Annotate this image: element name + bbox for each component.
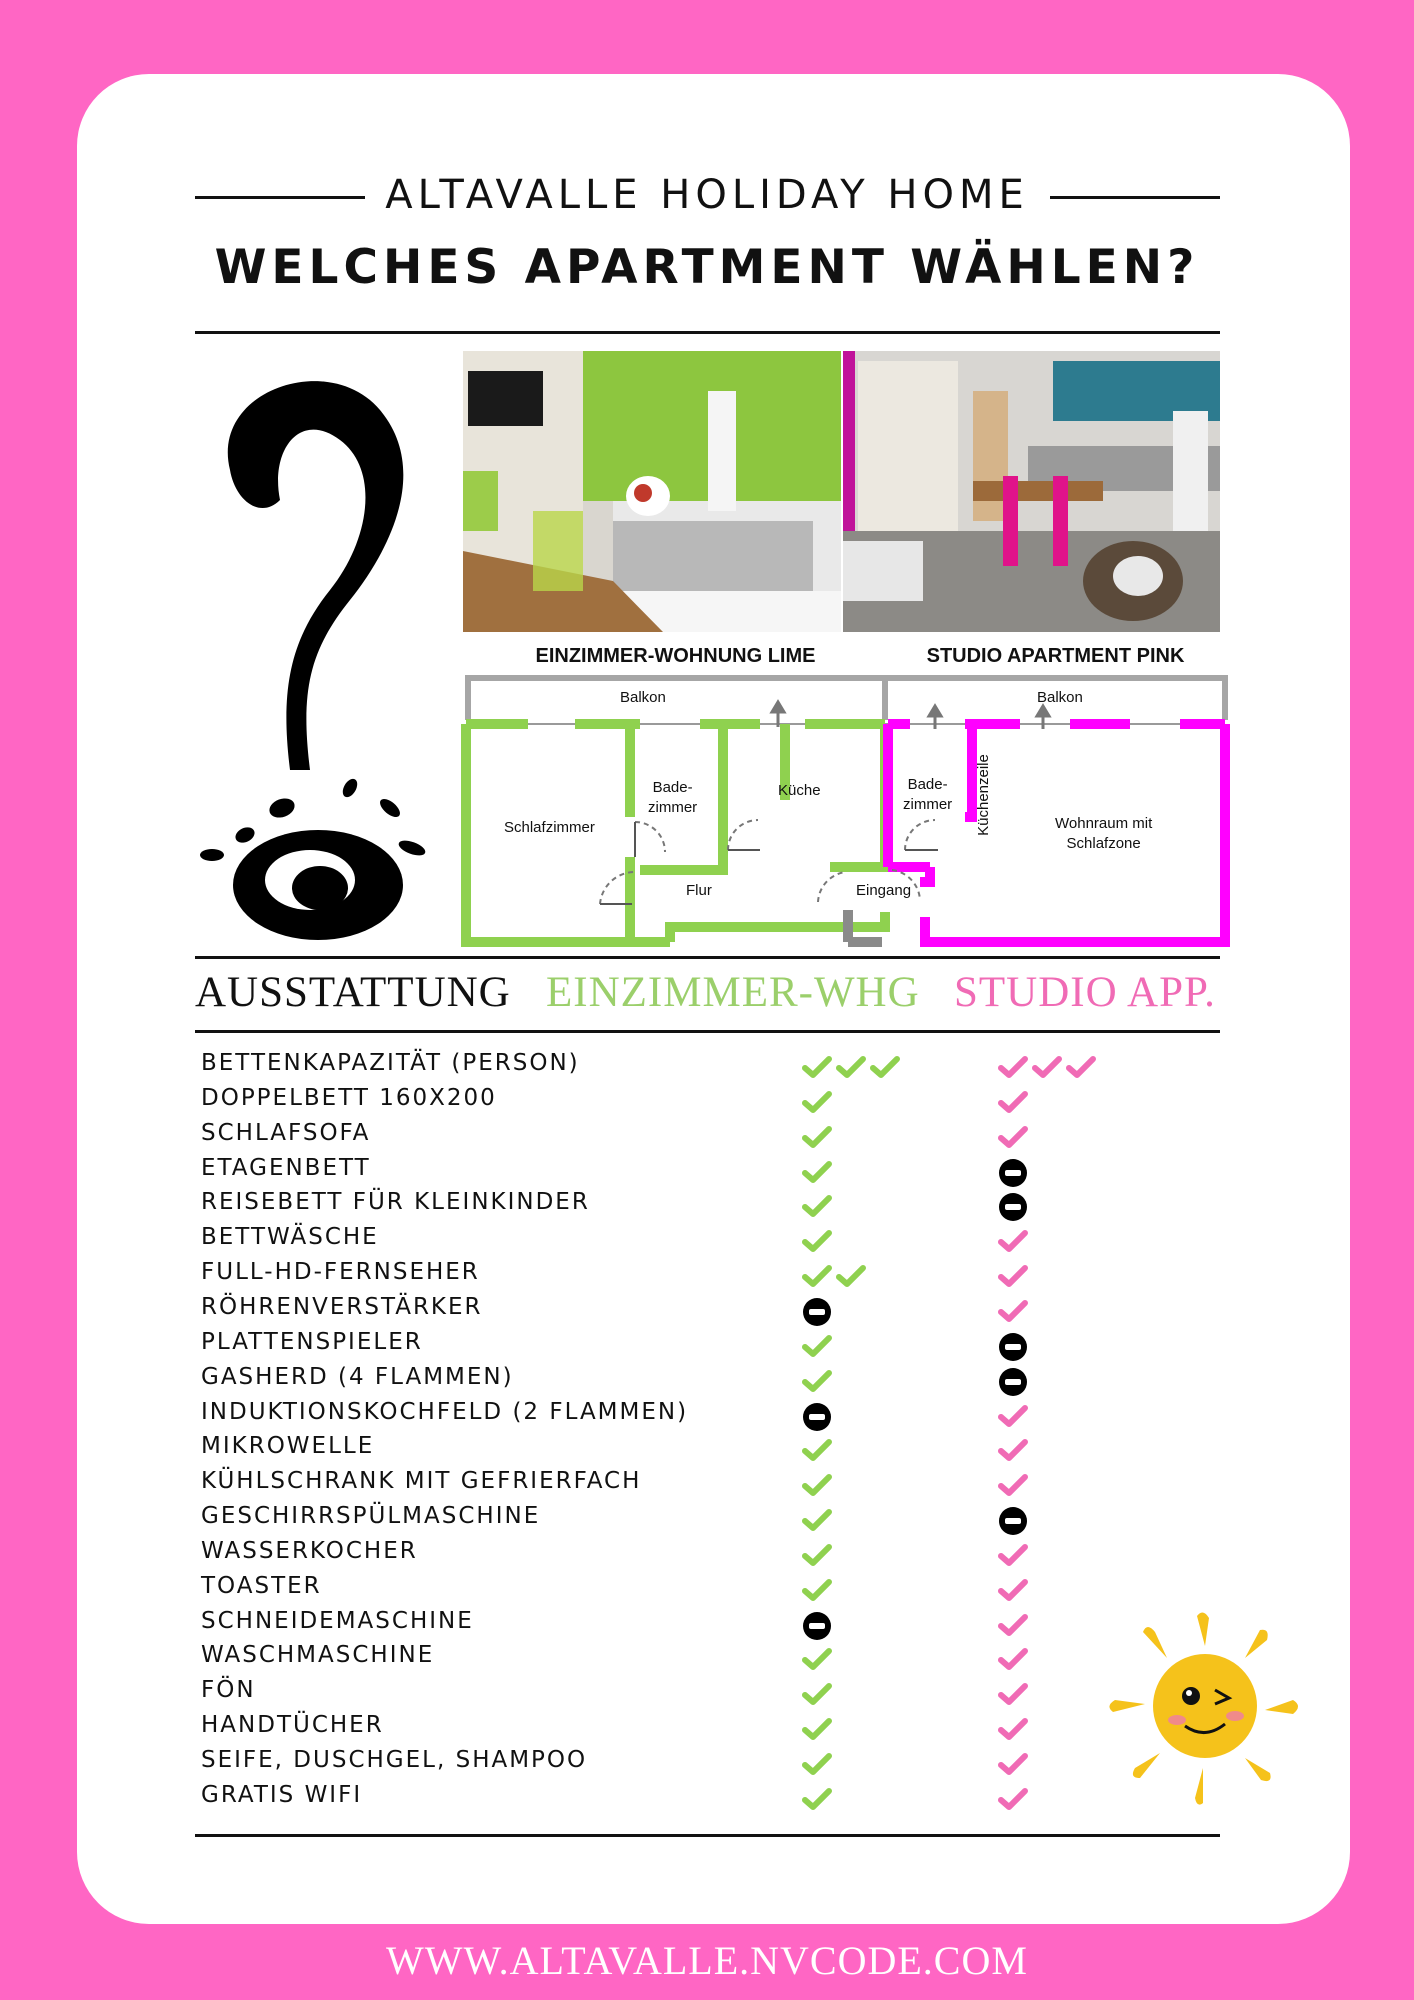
room-label-eingang: Eingang: [856, 882, 912, 899]
check-icon: [802, 1126, 832, 1152]
table-bottom-rule: [195, 1834, 1220, 1837]
amenity-label: DOPPELBETT 160X200: [201, 1084, 497, 1111]
amenity-label: SCHNEIDEMASCHINE: [201, 1607, 474, 1634]
amenity-label: PLATTENSPIELER: [201, 1328, 423, 1355]
check-icon: [836, 1265, 866, 1291]
amenity-label: TOASTER: [201, 1572, 322, 1599]
room-label-wohnraum: Wohnraum mit Schlafzone: [1055, 815, 1153, 852]
minus-circle-icon: [998, 1506, 1028, 1540]
room-label-badezimmer-pink: Bade- zimmer: [903, 776, 953, 813]
minus-circle-icon: [998, 1192, 1028, 1226]
column-header-ausstattung: AUSSTATTUNG: [195, 969, 511, 1016]
check-icon: [998, 1230, 1028, 1256]
check-icon: [998, 1718, 1028, 1744]
check-icon: [802, 1195, 832, 1221]
check-icon: [802, 1718, 832, 1744]
minus-circle-icon: [802, 1611, 832, 1645]
minus-circle-icon: [998, 1367, 1028, 1401]
minus-circle-icon: [802, 1297, 832, 1331]
check-icon: [998, 1300, 1028, 1326]
check-icon: [802, 1579, 832, 1605]
check-icon: [998, 1265, 1028, 1291]
question-mark-icon: [190, 350, 445, 950]
amenity-label: WASSERKOCHER: [201, 1537, 418, 1564]
floor-plan: [460, 672, 1230, 952]
table-header-rule: [195, 1030, 1220, 1033]
amenity-label: WASCHMASCHINE: [201, 1642, 435, 1669]
check-icon: [998, 1439, 1028, 1465]
check-icon: [802, 1370, 832, 1396]
minus-circle-icon: [802, 1402, 832, 1436]
minus-circle-icon: [998, 1332, 1028, 1366]
photo-pink-apartment: [843, 351, 1220, 632]
check-icon: [802, 1056, 832, 1082]
room-label-balkon-pink: Balkon: [1037, 689, 1083, 706]
amenity-label: SEIFE, DUSCHGEL, SHAMPOO: [201, 1747, 588, 1773]
room-label-kuechenzeile: Küchenzeile: [974, 754, 992, 836]
check-icon: [836, 1056, 866, 1082]
check-icon: [802, 1091, 832, 1117]
check-icon: [802, 1335, 832, 1361]
table-top-rule: [195, 956, 1220, 959]
amenity-label: KÜHLSCHRANK MIT GEFRIERFACH: [201, 1468, 642, 1495]
amenity-label: BETTWÄSCHE: [201, 1224, 379, 1251]
column-header-einzimmer: EINZIMMER-WHG: [546, 969, 920, 1016]
room-label-flur: Flur: [686, 882, 712, 899]
amenity-label: SCHLAFSOFA: [201, 1119, 371, 1146]
check-icon: [802, 1439, 832, 1465]
check-icon: [802, 1544, 832, 1570]
photo-lime-apartment: [463, 351, 841, 632]
check-icon: [802, 1788, 832, 1814]
check-icon: [998, 1056, 1028, 1082]
plan-label-lime: EINZIMMER-WOHNUNG LIME: [535, 645, 816, 667]
check-icon: [998, 1683, 1028, 1709]
check-icon: [998, 1544, 1028, 1570]
footer-url: WWW.ALTAVALLE.NVCODE.COM: [386, 1938, 1028, 1983]
page-title: ALTAVALLE HOLIDAY HOME: [385, 172, 1029, 218]
check-icon: [998, 1474, 1028, 1500]
page-subtitle: WELCHES APARTMENT WÄHLEN?: [214, 240, 1200, 295]
amenity-label: MIKROWELLE: [201, 1433, 375, 1460]
check-icon: [998, 1091, 1028, 1117]
amenity-label: REISEBETT FÜR KLEINKINDER: [201, 1189, 590, 1216]
check-icon: [998, 1405, 1028, 1431]
check-icon: [870, 1056, 900, 1082]
column-header-studio: STUDIO APP.: [954, 969, 1216, 1016]
amenity-label: INDUKTIONSKOCHFELD (2 FLAMMEN): [201, 1398, 689, 1425]
amenity-label: HANDTÜCHER: [201, 1712, 384, 1739]
check-icon: [802, 1230, 832, 1256]
room-label-balkon-lime: Balkon: [620, 689, 666, 706]
amenity-label: ETAGENBETT: [201, 1154, 371, 1181]
check-icon: [802, 1265, 832, 1291]
check-icon: [998, 1579, 1028, 1605]
amenity-label: BETTENKAPAZITÄT (PERSON): [201, 1050, 580, 1076]
check-icon: [802, 1683, 832, 1709]
amenity-label: GASHERD (4 FLAMMEN): [201, 1363, 514, 1390]
amenity-label: RÖHRENVERSTÄRKER: [201, 1293, 483, 1320]
check-icon: [802, 1648, 832, 1674]
amenity-label: GRATIS WIFI: [201, 1781, 363, 1808]
minus-circle-icon: [998, 1158, 1028, 1192]
check-icon: [998, 1788, 1028, 1814]
amenity-label: GESCHIRRSPÜLMASCHINE: [201, 1503, 541, 1530]
check-icon: [802, 1509, 832, 1535]
check-icon: [998, 1126, 1028, 1152]
header-divider: [195, 331, 1220, 334]
amenity-label: FÖN: [201, 1677, 256, 1704]
check-icon: [998, 1614, 1028, 1640]
check-icon: [998, 1648, 1028, 1674]
check-icon: [1032, 1056, 1062, 1082]
check-icon: [802, 1474, 832, 1500]
room-label-kueche: Küche: [778, 782, 821, 799]
check-icon: [1066, 1056, 1096, 1082]
amenity-label: FULL-HD-FERNSEHER: [201, 1259, 480, 1286]
check-icon: [998, 1753, 1028, 1779]
room-label-schlafzimmer: Schlafzimmer: [504, 819, 595, 836]
room-label-badezimmer-lime: Bade- zimmer: [648, 779, 698, 816]
check-icon: [802, 1161, 832, 1187]
sun-icon: [1105, 1608, 1305, 1808]
check-icon: [802, 1753, 832, 1779]
plan-label-pink: STUDIO APARTMENT PINK: [926, 645, 1185, 667]
